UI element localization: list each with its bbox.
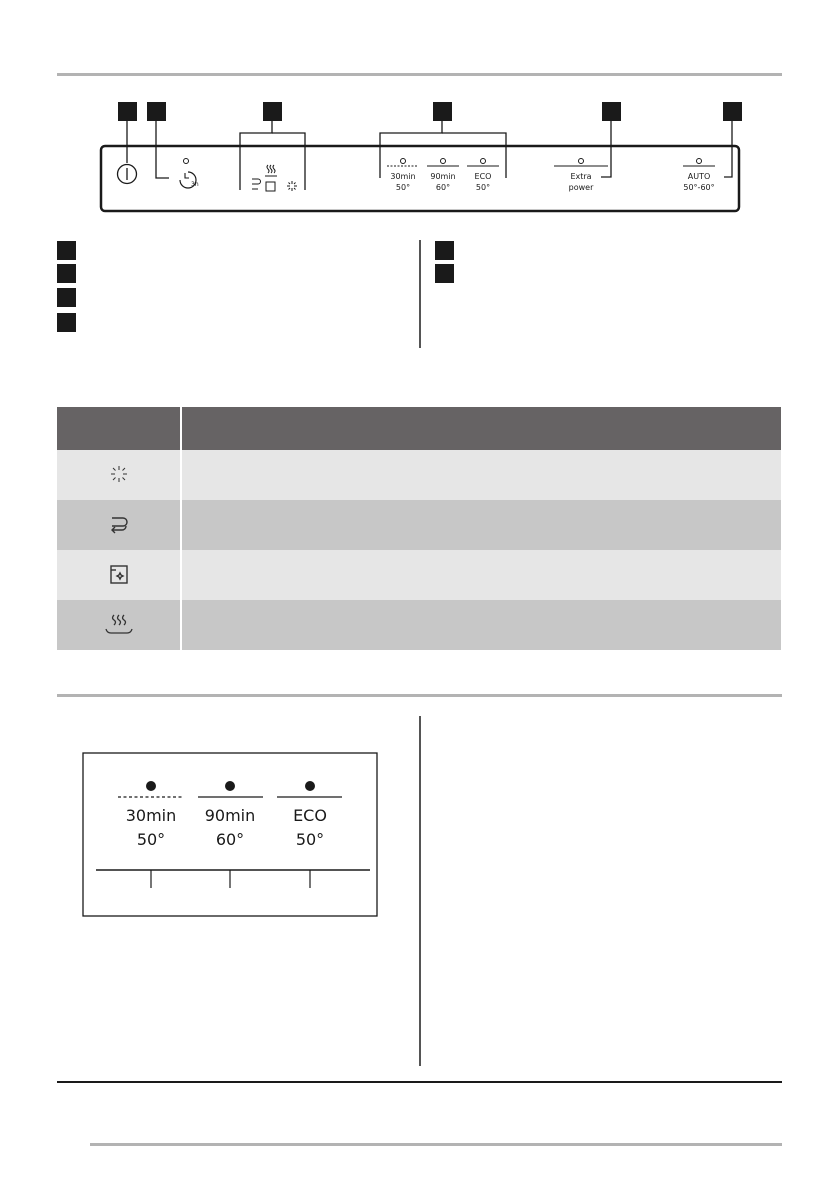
- table-header-row: [57, 407, 781, 450]
- panel-auto-line2: 50°-60°: [683, 183, 715, 192]
- footer-rule: [90, 1143, 782, 1146]
- panel-auto-line1: AUTO: [687, 172, 711, 181]
- control-panel-diagram: [0, 0, 839, 240]
- panel-prog1-temp: 50°: [395, 183, 411, 192]
- detail-led-1: [146, 781, 156, 791]
- legend-badge-4: [57, 313, 76, 332]
- section-rule-2: [57, 694, 782, 697]
- machine-care-icon: [57, 550, 181, 600]
- legend-badge-1: [57, 241, 76, 260]
- column-divider: [419, 716, 421, 1066]
- panel-frame: [101, 146, 739, 211]
- detail-led-3: [305, 781, 315, 791]
- indicator-group-icons: [252, 165, 297, 191]
- legend-badge-5: [435, 241, 454, 260]
- sparkle-icon: [287, 181, 297, 191]
- legend-badge-3: [57, 288, 76, 307]
- table-cell-description: [181, 550, 781, 600]
- legend-badge-6: [435, 264, 454, 283]
- table-header-description: [181, 407, 781, 450]
- bottom-rule: [57, 1081, 782, 1083]
- delay-label: 3h: [191, 181, 199, 188]
- detail-prog1-time: 30min: [125, 806, 177, 825]
- table-cell-description: [181, 500, 781, 550]
- panel-extra-power-line1: Extra: [570, 172, 592, 181]
- sparkle-icon: [57, 450, 181, 500]
- legend-badge-2: [57, 264, 76, 283]
- detail-prog2-temp: 60°: [215, 830, 245, 849]
- panel-prog3-temp: 50°: [475, 183, 491, 192]
- rinse-aid-icon: [252, 179, 261, 189]
- drying-icon: [57, 600, 181, 650]
- rinse-aid-icon: [57, 500, 181, 550]
- detail-prog3-time: ECO: [293, 806, 327, 825]
- table-header-symbol: [57, 407, 181, 450]
- legend-column-divider: [419, 240, 421, 348]
- delay-start-icon: [180, 159, 199, 189]
- drying-icon: [267, 165, 275, 173]
- table-cell-description: [181, 600, 781, 650]
- table-cell-description: [181, 450, 781, 500]
- panel-prog2-temp: 60°: [435, 183, 451, 192]
- power-button-icon: [118, 165, 137, 184]
- detail-prog2-time: 90min: [204, 806, 256, 825]
- detail-frame: [83, 753, 377, 916]
- table-row: [57, 500, 781, 550]
- panel-prog1-time: 30min: [390, 172, 416, 181]
- table-row: [57, 600, 781, 650]
- detail-prog1-temp: 50°: [136, 830, 166, 849]
- table-row: [57, 450, 781, 500]
- panel-prog2-time: 90min: [430, 172, 456, 181]
- table-row: [57, 550, 781, 600]
- panel-extra-power-line2: power: [568, 183, 594, 192]
- panel-prog3-time: ECO: [474, 172, 492, 181]
- symbols-table: [57, 407, 781, 650]
- detail-prog3-temp: 50°: [295, 830, 325, 849]
- machine-care-icon: [266, 182, 275, 191]
- detail-led-2: [225, 781, 235, 791]
